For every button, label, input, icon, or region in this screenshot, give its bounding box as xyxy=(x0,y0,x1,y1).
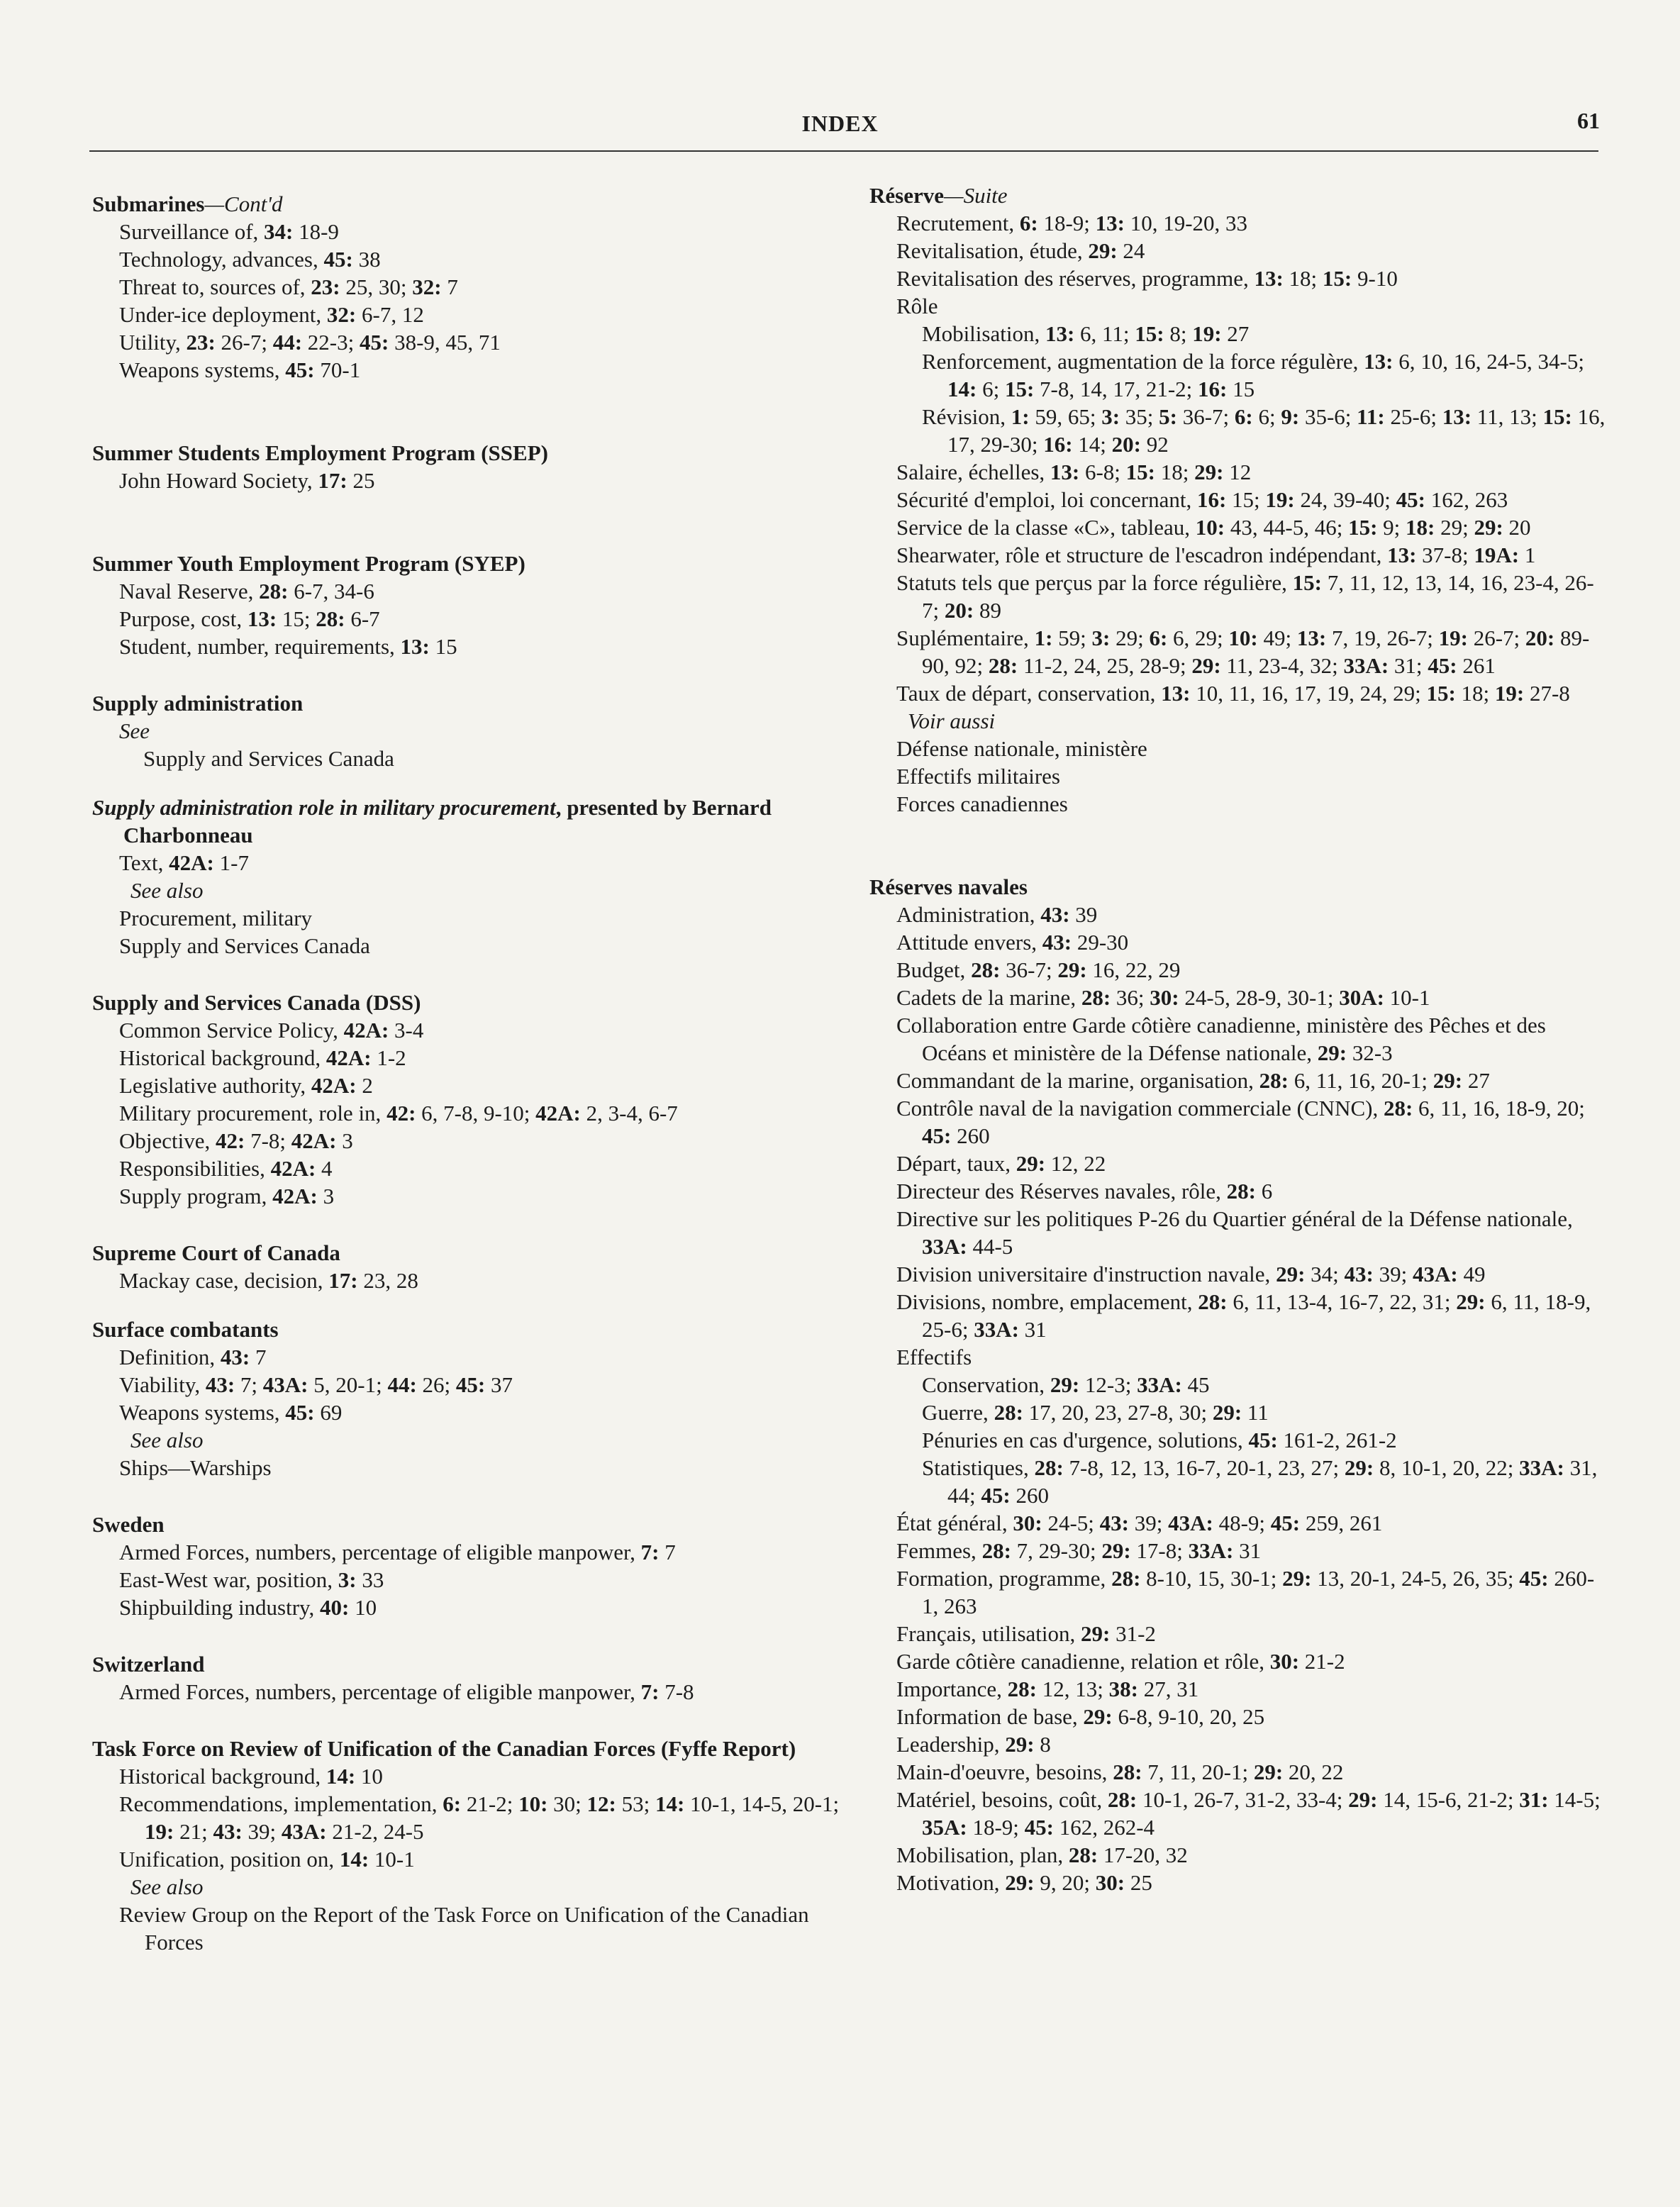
subentry: Salaire, échelles, 13: 6-8; 15: 18; 29: 12 xyxy=(896,460,1252,484)
entry-heading-italic: Supply administration role in military procurement xyxy=(92,795,556,820)
see-also-label: See also xyxy=(130,878,204,903)
sub-subentry: Conservation, 29: 12-3; 33A: 45 xyxy=(922,1372,1210,1397)
subentry: Division universitaire d'instruction navale, 29: 34; 43: 39; 43A: 49 xyxy=(896,1262,1486,1286)
entry-heading: Summer Students Employment Program (SSEP) xyxy=(92,440,548,465)
subentry: Mobilisation, plan, 28: 17-20, 32 xyxy=(896,1842,1188,1867)
left-column xyxy=(92,190,851,1956)
sub-subentry: Renforcement, augmentation de la force régulère, 13: 6, 10, 16, 24-5, 34-5; 14: 6; 15: 7-8, 14, 17, 21-2; 16: 15 xyxy=(922,349,1584,401)
subentry: Mackay case, decision, 17: 23, 28 xyxy=(119,1268,418,1293)
index-entry-sweden xyxy=(92,1511,851,1621)
continued-label: —Cont'd xyxy=(204,191,283,216)
subentry: Information de base, 29: 6-8, 9-10, 20, 25 xyxy=(896,1704,1265,1729)
subentry: Objective, 42: 7-8; 42A: 3 xyxy=(119,1128,353,1153)
subentry: Effectifs xyxy=(896,1345,972,1369)
subentry: Utility, 23: 26-7; 44: 22-3; 45: 38-9, 45, 71 xyxy=(119,330,501,355)
subentry: Naval Reserve, 28: 6-7, 34-6 xyxy=(119,579,374,604)
subentry: Matériel, besoins, coût, 28: 10-1, 26-7, 31-2, 33-4; 29: 14, 15-6, 21-2; 31: 14-5; 35A: 18-9; 45: 162, 262-4 xyxy=(896,1787,1601,1840)
subentry: Femmes, 28: 7, 29-30; 29: 17-8; 33A: 31 xyxy=(896,1538,1262,1563)
index-entry-task-force xyxy=(92,1735,851,1956)
subentry: Main-d'oeuvre, besoins, 28: 7, 11, 20-1; 29: 20, 22 xyxy=(896,1760,1344,1784)
index-entry-switzerland xyxy=(92,1650,851,1706)
page-number: 61 xyxy=(1577,108,1600,133)
subentry: Motivation, 29: 9, 20; 30: 25 xyxy=(896,1870,1152,1895)
index-entry-syep xyxy=(92,550,851,660)
sub-subentry: Pénuries en cas d'urgence, solutions, 45: 161-2, 261-2 xyxy=(922,1428,1397,1452)
entry-heading: Sweden xyxy=(92,1512,165,1537)
sub-subentry: Guerre, 28: 17, 20, 23, 27-8, 30; 29: 11 xyxy=(922,1400,1269,1425)
subentry: Taux de départ, conservation, 13: 10, 11, 16, 17, 19, 24, 29; 15: 18; 19: 27-8 xyxy=(896,681,1570,706)
subentry: Surveillance of, 34: 18-9 xyxy=(119,219,339,244)
index-entry-supreme-court xyxy=(92,1239,851,1294)
sub-subentry: Statistiques, 28: 7-8, 12, 13, 16-7, 20-1, 23, 27; 29: 8, 10-1, 20, 22; 33A: 31, 44; 45: 260 xyxy=(922,1455,1598,1508)
subentry: Common Service Policy, 42A: 3-4 xyxy=(119,1018,424,1043)
subentry: Rôle xyxy=(896,294,938,318)
header-rule xyxy=(89,150,1598,152)
index-entry-supply-role xyxy=(92,794,851,960)
subentry: Unification, position on, 14: 10-1 xyxy=(119,1847,415,1872)
sub-subentry: Révision, 1: 59, 65; 3: 35; 5: 36-7; 6: 6; 9: 35-6; 11: 25-6; 13: 11, 13; 15: 16, 17, 29-30; 16: 14; 20: 92 xyxy=(922,404,1606,457)
entry-heading: Switzerland xyxy=(92,1652,205,1677)
subentry: Directeur des Réserves navales, rôle, 28: 6 xyxy=(896,1179,1273,1203)
subentry: Formation, programme, 28: 8-10, 15, 30-1; 29: 13, 20-1, 24-5, 26, 35; 45: 260-1, 263 xyxy=(896,1566,1595,1618)
index-entry-submarines xyxy=(92,190,851,384)
subentry: Commandant de la marine, organisation, 28: 6, 11, 16, 20-1; 29: 27 xyxy=(896,1068,1490,1093)
subentry: Student, number, requirements, 13: 15 xyxy=(119,634,457,659)
index-entry-dss xyxy=(92,989,851,1210)
subentry: Revitalisation, étude, 29: 24 xyxy=(896,238,1145,263)
subentry: Text, 42A: 1-7 xyxy=(119,850,249,875)
cross-reference: Procurement, military xyxy=(119,906,313,930)
subentry: Statuts tels que perçus par la force régulière, 15: 7, 11, 12, 13, 14, 16, 23-4, 26-7; 20: 89 xyxy=(896,570,1594,623)
cross-reference: Supply and Services Canada xyxy=(143,746,394,771)
subentry: Shearwater, rôle et structure de l'escadron indépendant, 13: 37-8; 19A: 1 xyxy=(896,543,1536,567)
subentry: Attitude envers, 43: 29-30 xyxy=(896,930,1129,955)
cross-reference: Effectifs militaires xyxy=(896,764,1060,789)
subentry: Garde côtière canadienne, relation et rôle, 30: 21-2 xyxy=(896,1649,1345,1674)
subentry: Under-ice deployment, 32: 6-7, 12 xyxy=(119,302,424,327)
subentry: Recrutement, 6: 18-9; 13: 10, 19-20, 33 xyxy=(896,211,1248,235)
subentry: Cadets de la marine, 28: 36; 30: 24-5, 28-9, 30-1; 30A: 10-1 xyxy=(896,985,1430,1010)
subentry: Historical background, 42A: 1-2 xyxy=(119,1045,406,1070)
subentry: État général, 30: 24-5; 43: 39; 43A: 48-9; 45: 259, 261 xyxy=(896,1511,1383,1535)
sub-subentry: Mobilisation, 13: 6, 11; 15: 8; 19: 27 xyxy=(922,321,1250,346)
subentry: Supply program, 42A: 3 xyxy=(119,1184,335,1208)
suite-label: —Suite xyxy=(944,183,1008,208)
index-entry-reserves-navales xyxy=(869,873,1607,1896)
entry-heading: Réserves navales xyxy=(869,874,1028,899)
voir-aussi-label: Voir aussi xyxy=(908,708,996,733)
subentry: Directive sur les politiques P-26 du Quartier général de la Défense nationale, 33A: 44-5 xyxy=(896,1206,1573,1259)
index-entry-supply-administration xyxy=(92,689,851,772)
subentry: Collaboration entre Garde côtière canadienne, ministère des Pêches et des Océans et ministère de la Défense nationale, 29: 32-3 xyxy=(896,1013,1546,1065)
subentry: Military procurement, role in, 42: 6, 7-8, 9-10; 42A: 2, 3-4, 6-7 xyxy=(119,1101,678,1125)
subentry: Leadership, 29: 8 xyxy=(896,1732,1051,1757)
subentry: Weapons systems, 45: 69 xyxy=(119,1400,343,1425)
subentry: Contrôle naval de la navigation commerciale (CNNC), 28: 6, 11, 16, 18-9, 20; 45: 260 xyxy=(896,1096,1585,1148)
subentry: Suplémentaire, 1: 59; 3: 29; 6: 6, 29; 10: 49; 13: 7, 19, 26-7; 19: 26-7; 20: 89-90, 92; 28: 11-2, 24, 25, 28-9; 29: 11, 23-4, 32; 33A: 31; 45: 261 xyxy=(896,626,1590,678)
subentry: Importance, 28: 12, 13; 38: 27, 31 xyxy=(896,1677,1199,1701)
cross-reference: Ships—Warships xyxy=(119,1455,272,1480)
cross-reference: Supply and Services Canada xyxy=(119,933,370,958)
subentry: Responsibilities, 42A: 4 xyxy=(119,1156,333,1181)
subentry: Recommendations, implementation, 6: 21-2; 10: 30; 12: 53; 14: 10-1, 14-5, 20-1; 19: 21; 43: 39; 43A: 21-2, 24-5 xyxy=(119,1791,840,1844)
subentry: Definition, 43: 7 xyxy=(119,1345,267,1369)
subentry: Threat to, sources of, 23: 25, 30; 32: 7 xyxy=(119,274,458,299)
subentry: Départ, taux, 29: 12, 22 xyxy=(896,1151,1106,1176)
entry-heading: Supply administration xyxy=(92,691,304,716)
subentry: Service de la classe «C», tableau, 10: 43, 44-5, 46; 15: 9; 18: 29; 29: 20 xyxy=(896,515,1531,540)
subentry: Shipbuilding industry, 40: 10 xyxy=(119,1595,377,1620)
entry-heading: Supreme Court of Canada xyxy=(92,1240,340,1265)
entry-heading: Réserve xyxy=(869,183,944,208)
subentry: Viability, 43: 7; 43A: 5, 20-1; 44: 26; 45: 37 xyxy=(119,1372,513,1397)
subentry: Revitalisation des réserves, programme, 13: 18; 15: 9-10 xyxy=(896,266,1398,291)
subentry: Weapons systems, 45: 70-1 xyxy=(119,357,361,382)
cross-reference: Défense nationale, ministère xyxy=(896,736,1147,761)
cross-reference: Review Group on the Report of the Task Force on Unification of the Canadian Forces xyxy=(119,1902,809,1955)
cross-reference: Forces canadiennes xyxy=(896,791,1068,816)
entry-heading: Surface combatants xyxy=(92,1317,279,1342)
subentry: Armed Forces, numbers, percentage of eligible manpower, 7: 7-8 xyxy=(119,1679,694,1704)
subentry: Budget, 28: 36-7; 29: 16, 22, 29 xyxy=(896,957,1181,982)
index-entry-ssep xyxy=(92,439,851,494)
entry-heading: Submarines xyxy=(92,191,205,216)
index-entry-reserve xyxy=(869,182,1607,818)
entry-heading: Task Force on Review of Unification of the Canadian Forces (Fyffe Report) xyxy=(92,1736,796,1761)
subentry: Legislative authority, 42A: 2 xyxy=(119,1073,373,1098)
subentry: Sécurité d'emploi, loi concernant, 16: 15; 19: 24, 39-40; 45: 162, 263 xyxy=(896,487,1508,512)
entry-heading: Supply and Services Canada (DSS) xyxy=(92,990,421,1015)
page-header-title: INDEX xyxy=(801,111,879,136)
subentry: Purpose, cost, 13: 15; 28: 6-7 xyxy=(119,606,380,631)
entry-heading-rest: , presented by Bernard Charbonneau xyxy=(123,795,772,847)
right-column xyxy=(869,182,1607,1896)
entry-heading: Summer Youth Employment Program (SYEP) xyxy=(92,551,525,576)
see-also-label: See also xyxy=(130,1874,204,1899)
subentry: Historical background, 14: 10 xyxy=(119,1764,383,1789)
subentry: Armed Forces, numbers, percentage of eligible manpower, 7: 7 xyxy=(119,1540,676,1564)
subentry: John Howard Society, 17: 25 xyxy=(119,468,375,493)
subentry: Technology, advances, 45: 38 xyxy=(119,247,381,272)
subentry: Divisions, nombre, emplacement, 28: 6, 11, 13-4, 16-7, 22, 31; 29: 6, 11, 18-9, 25-6; 33A: 31 xyxy=(896,1289,1591,1342)
subentry: Français, utilisation, 29: 31-2 xyxy=(896,1621,1156,1646)
subentry: Administration, 43: 39 xyxy=(896,902,1098,927)
index-entry-surface-combatants xyxy=(92,1316,851,1481)
see-also-label: See also xyxy=(130,1428,204,1452)
subentry: East-West war, position, 3: 33 xyxy=(119,1567,384,1592)
see-label: See xyxy=(119,718,150,743)
